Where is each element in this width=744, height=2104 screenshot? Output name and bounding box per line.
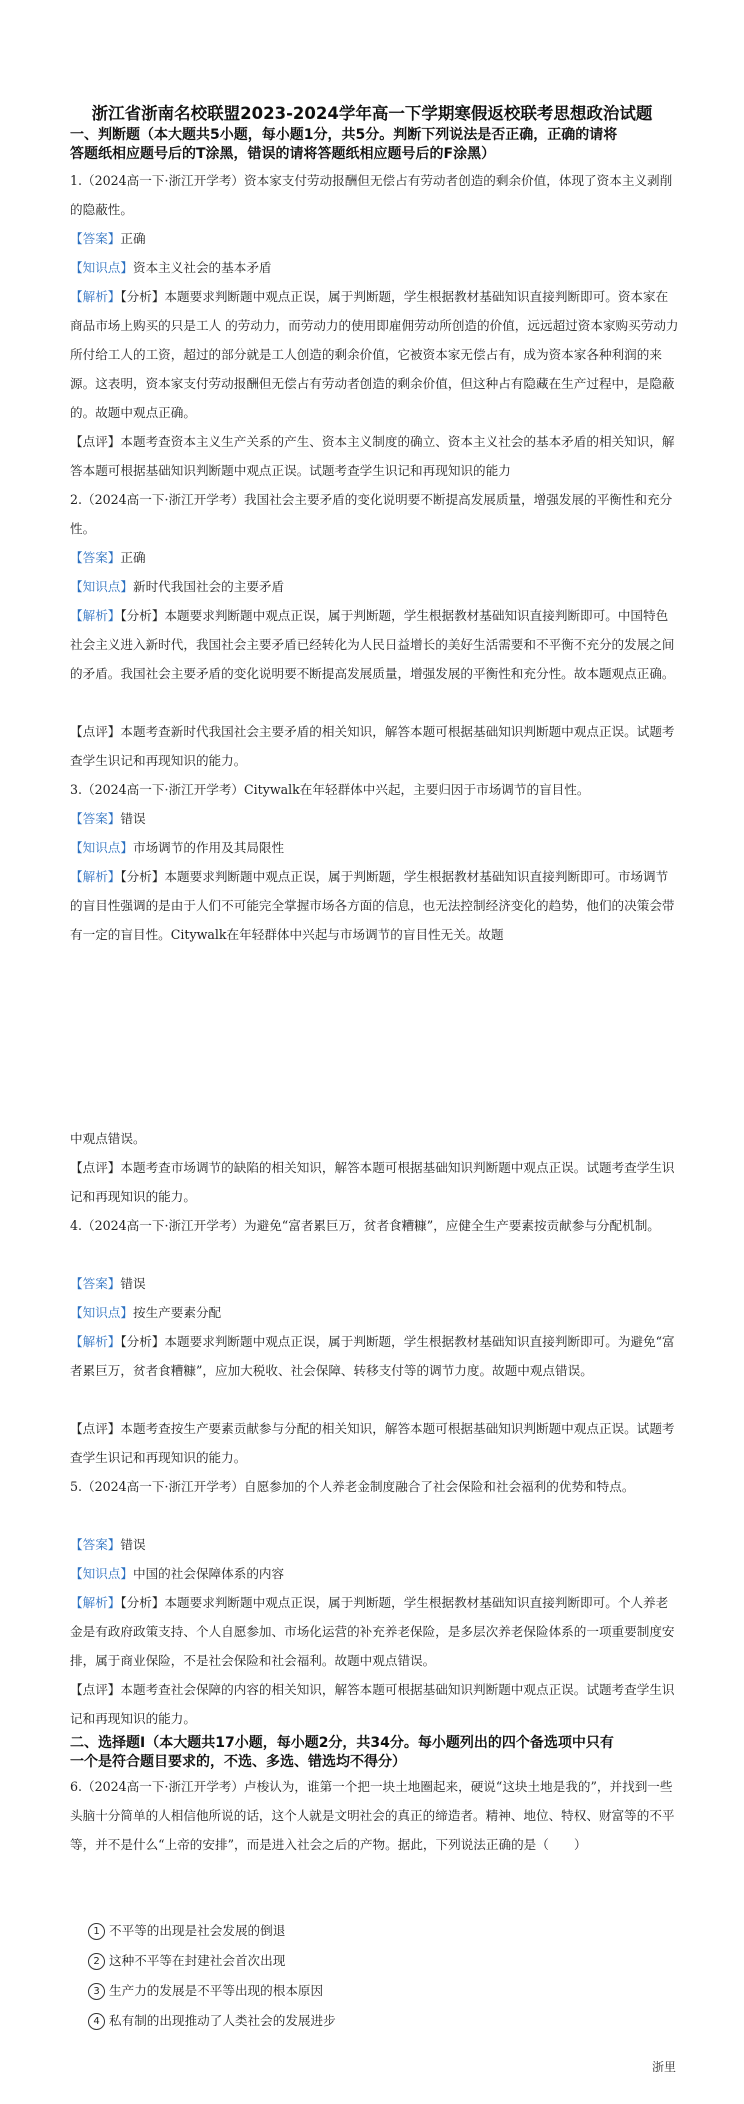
question-1-analysis	[70, 282, 680, 427]
point-tag: 【知识点】	[70, 840, 133, 855]
analysis-text: 【分析】本题要求判断题中观点正误，属于判断题，学生根据教材基础知识直接判断即可。资本家在商品市场上购买的只是工人 的劳动力，而劳动力的使用即雇佣劳动所创造的价值，远远超过资本家购买劳动力所付给工人的工资，超过的部分就是工人创造的剩余价值，它被资本家无偿占有，成为资本家各种利润的来源。这表明，资本家支付劳动报酬但无偿占有劳动者创造的剩余价值，但这种占有隐藏在生产过程中，是隐蔽的。故题中观点正确。	[70, 289, 679, 420]
question-5-point	[70, 1559, 680, 1588]
question-2-review	[70, 717, 680, 775]
section-heading-line: 答题纸相应题号后的T涂黑，错误的请将答题纸相应题号后的F涂黑）	[70, 146, 496, 162]
question-4-point	[70, 1298, 680, 1327]
analysis-tag: 【解析】	[70, 869, 121, 884]
question-4-stem: 4.（2024高一下·浙江开学考）为避免“富者累巨万，贫者食糟糠”，应健全生产要素按贡献参与分配机制。	[70, 1218, 660, 1233]
question-3-analysis	[70, 862, 680, 949]
question-4-answer	[70, 1269, 680, 1298]
section-heading-line: 二、选择题Ⅰ（本大题共17小题，每小题2分，共34分。每小题列出的四个备选项中只有	[70, 1735, 614, 1751]
point-tag: 【知识点】	[70, 579, 133, 594]
option-text: 不平等的出现是社会发展的倒退	[109, 1923, 286, 1938]
option-1	[88, 1921, 285, 1941]
point-tag: 【知识点】	[70, 1305, 133, 1320]
option-number: 1	[88, 1923, 105, 1940]
answer-value: 错误	[120, 1537, 146, 1552]
point-value: 市场调节的作用及其局限性	[132, 840, 285, 855]
review-text: 本题考查资本主义生产关系的产生、资本主义制度的确立、资本主义社会的基本矛盾的相关知识，解答本题可根据基础知识判断题中观点正误。试题考查学生识记和再现知识的能力	[70, 434, 675, 478]
section-heading-choice	[70, 1734, 680, 1772]
question-3-review	[70, 1153, 680, 1211]
option-text: 这种不平等在封建社会首次出现	[109, 1953, 286, 1968]
point-tag: 【知识点】	[70, 1566, 133, 1581]
section-heading-judgment	[70, 126, 680, 164]
answer-value: 正确	[120, 231, 146, 246]
question-3-point	[70, 833, 680, 862]
question-1-review	[70, 427, 680, 485]
page-footer: 浙里	[651, 2060, 676, 2074]
point-value: 新时代我国社会的主要矛盾	[132, 579, 285, 594]
answer-tag: 【答案】	[70, 231, 121, 246]
question-3-stem: 3.（2024高一下·浙江开学考）Citywalk在年轻群体中兴起，主要归因于市场调节的盲目性。	[70, 782, 590, 797]
answer-tag: 【答案】	[70, 811, 121, 826]
question-5-review	[70, 1675, 680, 1733]
review-tag: 【点评】	[70, 434, 121, 449]
question-1-point	[70, 253, 680, 282]
section-heading-line: 一个是符合题目要求的，不选、多选、错选均不得分）	[70, 1754, 406, 1770]
analysis-text: 【分析】本题要求判断题中观点正误，属于判断题，学生根据教材基础知识直接判断即可。市场调节的盲目性强调的是由于人们不可能完全掌握市场各方面的信息，也无法控制经济变化的趋势，他们的决策会带有一定的盲目性。Citywalk在年轻群体中兴起与市场调节的盲目性无关。故题	[70, 869, 675, 942]
point-value: 资本主义社会的基本矛盾	[132, 260, 272, 275]
option-number: 2	[88, 1953, 105, 1970]
analysis-tag: 【解析】	[70, 1334, 121, 1349]
analysis-text: 【分析】本题要求判断题中观点正误，属于判断题，学生根据教材基础知识直接判断即可。个人养老金是有政府政策支持、个人自愿参加、市场化运营的补充养老保险，是多层次养老保险体系的一项重要制度安排，属于商业保险，不是社会保险和社会福利。故题中观点错误。	[70, 1595, 675, 1668]
question-5-analysis	[70, 1588, 680, 1675]
question-4-analysis	[70, 1327, 680, 1385]
analysis-tag: 【解析】	[70, 289, 121, 304]
option-4	[88, 2011, 336, 2031]
answer-tag: 【答案】	[70, 550, 121, 565]
point-value: 中国的社会保障体系的内容	[132, 1566, 285, 1581]
analysis-tag: 【解析】	[70, 1595, 121, 1610]
document-title: 浙江省浙南名校联盟2023-2024学年高一下学期寒假返校联考思想政治试题	[91, 104, 653, 123]
review-text: 本题考查按生产要素贡献参与分配的相关知识，解答本题可根据基础知识判断题中观点正误。试题考查学生识记和再现知识的能力。	[70, 1421, 675, 1465]
question-2-answer	[70, 543, 680, 572]
question-5-answer	[70, 1530, 680, 1559]
review-tag: 【点评】	[70, 1682, 121, 1697]
review-text: 本题考查社会保障的内容的相关知识，解答本题可根据基础知识判断题中观点正误。试题考查学生识记和再现知识的能力。	[70, 1682, 675, 1726]
option-number: 3	[88, 1983, 105, 2000]
question-2-analysis	[70, 601, 680, 688]
question-5-stem: 5.（2024高一下·浙江开学考）自愿参加的个人养老金制度融合了社会保险和社会福利的优势和特点。	[70, 1479, 635, 1494]
question-6-stem: 6.（2024高一下·浙江开学考）卢梭认为，谁第一个把一块土地圈起来，硬说“这块土地是我的”，并找到一些头脑十分简单的人相信他所说的话，这个人就是文明社会的真正的缔造者。精神、地位、特权、财富等的不平等，并不是什么“上帝的安排”，而是进入社会之后的产物。据此，下列说法正确的是（ ）	[70, 1779, 675, 1852]
answer-value: 错误	[120, 1276, 146, 1291]
review-tag: 【点评】	[70, 1421, 121, 1436]
question-1-answer	[70, 224, 680, 253]
option-3	[88, 1981, 323, 2001]
question-3-answer	[70, 804, 680, 833]
option-number: 4	[88, 2013, 105, 2030]
review-tag: 【点评】	[70, 724, 121, 739]
option-2	[88, 1951, 285, 1971]
question-2-stem: 2.（2024高一下·浙江开学考）我国社会主要矛盾的变化说明要不断提高发展质量，增强发展的平衡性和充分性。	[70, 492, 673, 536]
review-tag: 【点评】	[70, 1160, 121, 1175]
analysis-text: 【分析】本题要求判断题中观点正误，属于判断题，学生根据教材基础知识直接判断即可。为避免“富者累巨万，贫者食糟糠”，应加大税收、社会保障、转移支付等的调节力度。故题中观点错误。	[70, 1334, 675, 1378]
answer-tag: 【答案】	[70, 1276, 121, 1291]
answer-value: 错误	[120, 811, 146, 826]
question-3-analysis-continued: 中观点错误。	[70, 1131, 146, 1146]
option-text: 生产力的发展是不平等出现的根本原因	[109, 1983, 324, 1998]
question-1-stem: 1.（2024高一下·浙江开学考）资本家支付劳动报酬但无偿占有劳动者创造的剩余价值，体现了资本主义剥削的隐蔽性。	[70, 173, 673, 217]
question-4-review	[70, 1414, 680, 1472]
review-text: 本题考查市场调节的缺陷的相关知识，解答本题可根据基础知识判断题中观点正误。试题考查学生识记和再现知识的能力。	[70, 1160, 675, 1204]
analysis-tag: 【解析】	[70, 608, 121, 623]
analysis-text: 【分析】本题要求判断题中观点正误，属于判断题，学生根据教材基础知识直接判断即可。中国特色社会主义进入新时代，我国社会主要矛盾已经转化为人民日益增长的美好生活需要和不平衡不充分的发展之间的矛盾。我国社会主要矛盾的变化说明要不断提高发展质量，增强发展的平衡性和充分性。故本题观点正确。	[70, 608, 675, 681]
answer-value: 正确	[120, 550, 146, 565]
option-text: 私有制的出现推动了人类社会的发展进步	[109, 2013, 336, 2028]
section-heading-line: 一、判断题（本大题共5小题，每小题1分，共5分。判断下列说法是否正确，正确的请将	[70, 127, 618, 143]
question-2-point	[70, 572, 680, 601]
answer-tag: 【答案】	[70, 1537, 121, 1552]
review-text: 本题考查新时代我国社会主要矛盾的相关知识，解答本题可根据基础知识判断题中观点正误。试题考查学生识记和再现知识的能力。	[70, 724, 675, 768]
point-tag: 【知识点】	[70, 260, 133, 275]
point-value: 按生产要素分配	[132, 1305, 222, 1320]
